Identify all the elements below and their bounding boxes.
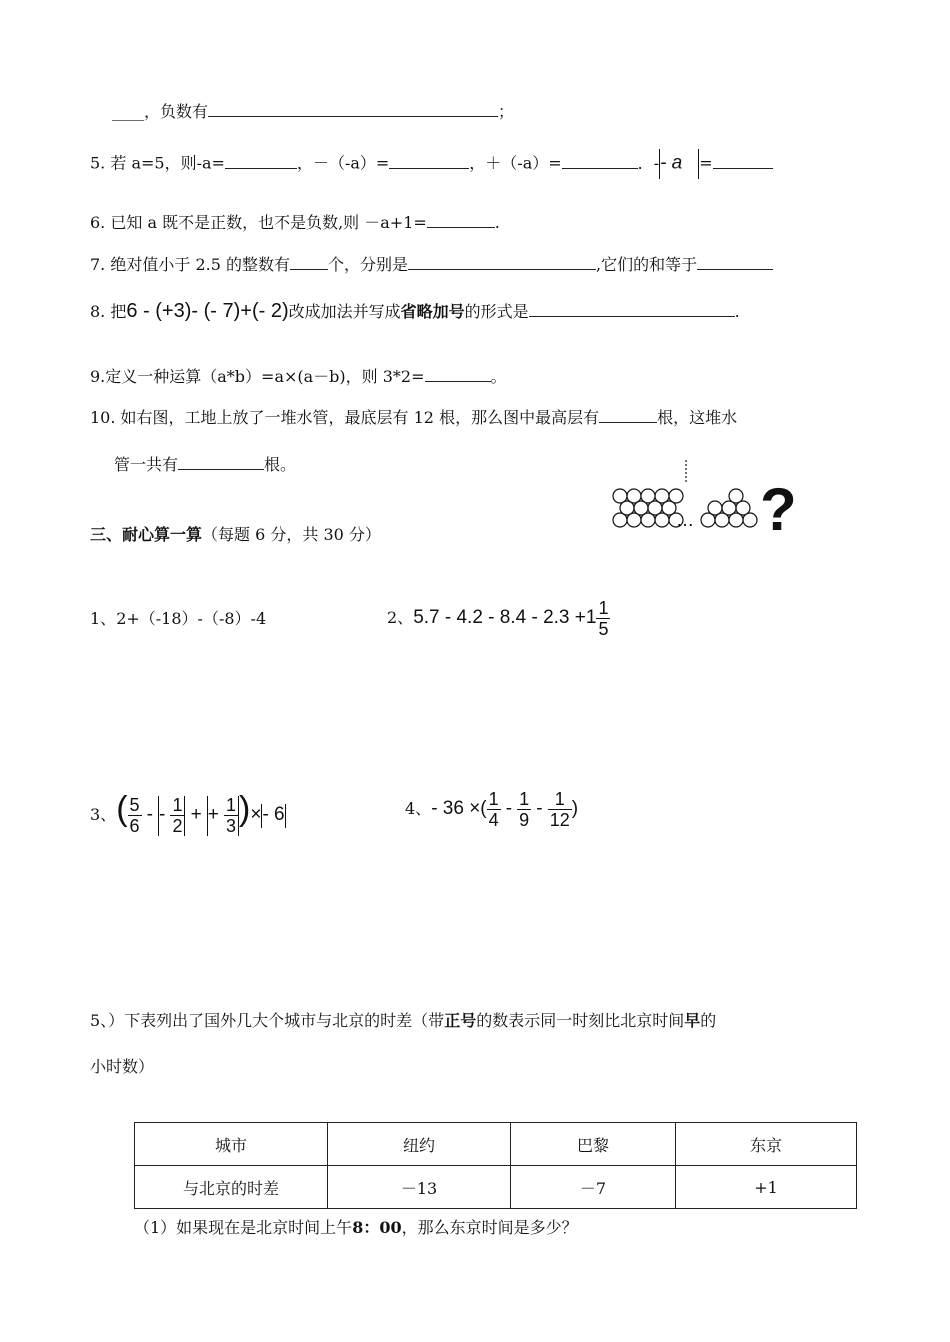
table-header-row	[135, 1123, 857, 1166]
paren-right: )	[239, 790, 251, 828]
section-3-heading: 三、耐心算一算（每题 6 分，共 30 分）	[90, 525, 381, 544]
table-header-cell: 城市	[135, 1123, 328, 1166]
blank: ____	[112, 102, 144, 121]
answer-blank[interactable]	[425, 366, 491, 382]
fraction: $\frac{1}{5}$	[598, 598, 609, 639]
answer-blank[interactable]	[529, 301, 735, 317]
paren-left: (	[116, 790, 128, 828]
question-10-line2: 管一共有 根。	[114, 455, 297, 474]
table-row	[135, 1166, 857, 1209]
answer-blank[interactable]	[290, 254, 328, 270]
calc-4: 4、- 36 ×( $\frac{1}{4}$ - $\frac{1}{9}$ - $\frac{1}{12}$ )	[405, 789, 579, 830]
calc-3: 3、( $\frac{5}{6}$ - - $\frac{1}{2}$ + + $\frac{1}{3}$ )×- 6	[90, 790, 285, 836]
answer-blank[interactable]	[427, 212, 495, 228]
time-zone-question-line2: 小时数）	[90, 1057, 155, 1076]
answer-blank[interactable]	[389, 153, 469, 169]
time-zone-question-line1: 5、）下表列出了国外几大个城市与北京的时差（带正号的数表示同一时刻比北京时间早的	[90, 1011, 717, 1030]
time-difference-table	[134, 1122, 857, 1209]
fraction: $\frac{1}{4}$	[488, 789, 499, 830]
abs-bar	[285, 804, 286, 828]
calc-2: 2、5.7 - 4.2 - 8.4 - 2.3 +1 $\frac{1}{5}$	[387, 598, 609, 639]
answer-blank[interactable]	[178, 454, 264, 470]
question-mark-icon: ?	[760, 476, 797, 540]
table-header-cell: 东京	[676, 1123, 857, 1166]
table-cell: －7	[511, 1166, 676, 1209]
fraction: $\frac{5}{6}$	[129, 795, 140, 836]
sub-question-1: （1）如果现在是北京时间上午8：00，那么东京时间是多少？	[134, 1218, 578, 1237]
answer-blank[interactable]	[599, 407, 657, 423]
calc-1: 1、2+（-18）-（-8）-4	[90, 609, 267, 628]
q4-tail: ____，负数有 ；	[112, 102, 515, 121]
pipe-stack-right	[701, 489, 757, 527]
answer-blank[interactable]	[562, 153, 638, 169]
table-header-cell: 巴黎	[511, 1123, 676, 1166]
answer-blank[interactable]	[208, 101, 498, 117]
fraction: $\frac{1}{9}$	[519, 789, 530, 830]
table-header-cell: 纽约	[328, 1123, 511, 1166]
question-8: 8. 把6 - (+3)- (- 7)+(- 2)改成加法并写成省略加号的形式是 .	[90, 300, 740, 322]
answer-blank[interactable]	[225, 153, 297, 169]
fraction: $\frac{1}{3}$	[225, 795, 236, 836]
table-cell: 与北京的时差	[135, 1166, 328, 1209]
abs-bar	[184, 796, 185, 836]
answer-blank[interactable]	[697, 254, 773, 270]
fraction: $\frac{1}{12}$	[549, 789, 570, 830]
answer-blank[interactable]	[408, 254, 596, 270]
table-cell: －13	[328, 1166, 511, 1209]
ellipsis: …	[676, 510, 694, 530]
question-10-line1: 10. 如右图，工地上放了一堆水管，最底层有 12 根，那么图中最高层有 根，这堆水	[90, 408, 738, 427]
fraction: $\frac{1}{2}$	[172, 795, 183, 836]
table-cell: +1	[676, 1166, 857, 1209]
pipe-stack-figure	[600, 454, 810, 540]
expression: 6 - (+3)- (- 7)+(- 2)	[126, 300, 289, 322]
question-5: 5. 若 a=5，则-a= ，－（-a）= ，＋（-a）= ．-- a =	[90, 149, 773, 179]
answer-blank[interactable]	[713, 153, 773, 169]
question-6: 6. 已知 a 既不是正数，也不是负数,则 －a+1= .	[90, 213, 500, 232]
question-9: 9.定义一种运算（a*b）=a×(a－b)，则 3*2= 。	[90, 367, 507, 386]
question-7: 7. 绝对值小于 2.5 的整数有 个，分别是 ,它们的和等于	[90, 254, 773, 276]
